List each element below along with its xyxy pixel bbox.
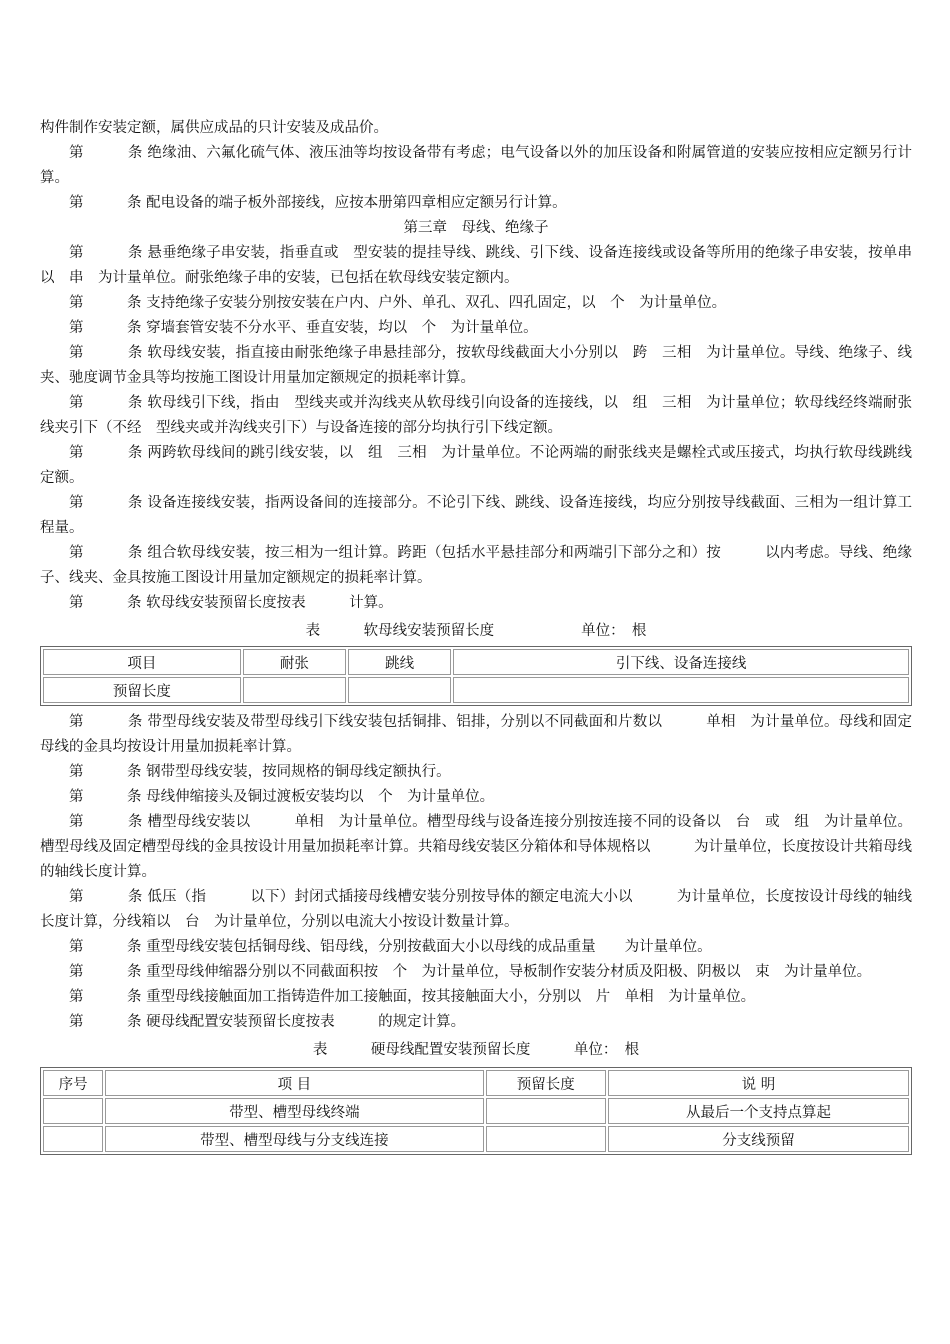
- paragraph: 第 条 重型母线接触面加工指铸造件加工接触面，按其接触面大小，分别以 片 单相 为计量单位。: [69, 989, 756, 1005]
- table-cell: 分支线预留: [608, 1126, 909, 1152]
- table-header-cell: 引下线、设备连接线: [453, 649, 909, 675]
- paragraph: 第 条 配电设备的端子板外部接线，应按本册第四章相应定额另行计算。: [69, 195, 567, 211]
- table-cell: [348, 677, 451, 703]
- table-cell: 带型、槽型母线终端: [105, 1098, 483, 1124]
- table-cell: [486, 1126, 606, 1152]
- table-cell: [453, 677, 909, 703]
- table-cell: [43, 1126, 103, 1152]
- table-cell: 从最后一个支持点算起: [608, 1098, 909, 1124]
- paragraph: 第 条 悬垂绝缘子串安装，指垂直或 型安装的提挂导线、跳线、引下线、设备连接线或设备等所用的绝缘子串安装，按单串以 串 为计量单位。耐张绝缘子串的安装，已包括在软母线安装定额内。: [40, 245, 912, 286]
- table-header-cell: 序号: [43, 1070, 103, 1096]
- paragraph: 第 条 软母线安装预留长度按表 计算。: [69, 595, 393, 611]
- paragraph: 第 条 母线伸缩接头及铜过渡板安装均以 个 为计量单位。: [69, 789, 495, 805]
- paragraph: 第 条 重型母线安装包括铜母线、铝母线，分别按截面大小以母线的成品重量 为计量单位。: [69, 939, 712, 955]
- table-header-row: [43, 1070, 909, 1096]
- paragraph: 第 条 软母线引下线，指由 型线夹或并沟线夹从软母线引向设备的连接线，以 组 三相 为计量单位；软母线经终端耐张线夹引下（不经 型线夹或并沟线夹引下）与设备连接的部分均执行引下线定额。: [40, 395, 912, 436]
- table-header-cell: 说 明: [608, 1070, 909, 1096]
- soft-busbar-reserve-table: [40, 646, 912, 706]
- paragraph: 第 条 两跨软母线间的跳引线安装，以 组 三相 为计量单位。不论两端的耐张线夹是螺栓式或压接式，均执行软母线跳线定额。: [40, 445, 912, 486]
- paragraph: 第 条 穿墙套管安装不分水平、垂直安装，均以 个 为计量单位。: [69, 320, 538, 336]
- table-header-cell: 跳线: [348, 649, 451, 675]
- hard-busbar-reserve-table: [40, 1067, 912, 1155]
- paragraph: 第 条 绝缘油、六氟化硫气体、液压油等均按设备带有考虑；电气设备以外的加压设备和附属管道的安装应按相应定额另行计算。: [40, 145, 912, 186]
- table-header-cell: 项 目: [105, 1070, 483, 1096]
- paragraph: 第 条 钢带型母线安装，按同规格的铜母线定额执行。: [69, 764, 451, 780]
- chapter-heading: 第三章 母线、绝缘子: [403, 220, 549, 236]
- table-cell: 带型、槽型母线与分支线连接: [105, 1126, 483, 1152]
- table-cell: 预留长度: [43, 677, 241, 703]
- table-header-cell: 耐张: [243, 649, 346, 675]
- table-title: 表 硬母线配置安装预留长度 单位： 根: [312, 1042, 640, 1058]
- table-row: [43, 1098, 909, 1124]
- table-title: 表 软母线安装预留长度 单位： 根: [305, 623, 647, 639]
- document-page: [40, 116, 912, 1155]
- paragraph: 第 条 软母线安装，指直接由耐张绝缘子串悬挂部分，按软母线截面大小分别以 跨 三相 为计量单位。导线、绝缘子、线夹、驰度调节金具等均按施工图设计用量加定额规定的损耗率计算。: [40, 345, 912, 386]
- paragraph: 第 条 槽型母线安装以 单相 为计量单位。槽型母线与设备连接分别按连接不同的设备以 台 或 组 为计量单位。槽型母线及固定槽型母线的金具按设计用量加损耗率计算。共箱母线安装区分箱体和导体规格以 为计量单位，长度按设计共箱母线的轴线长度计算。: [40, 814, 912, 880]
- table-header-cell: 预留长度: [486, 1070, 606, 1096]
- table-header-row: [43, 649, 909, 675]
- paragraph: 第 条 设备连接线安装，指两设备间的连接部分。不论引下线、跳线、设备连接线，均应分别按导线截面、三相为一组计算工程量。: [40, 495, 912, 536]
- table-row: [43, 1126, 909, 1152]
- paragraph: 构件制作安装定额，属供应成品的只计安装及成品价。: [40, 120, 388, 136]
- paragraph: 第 条 带型母线安装及带型母线引下线安装包括铜排、铝排，分别以不同截面和片数以 单相 为计量单位。母线和固定母线的金具均按设计用量加损耗率计算。: [40, 714, 912, 755]
- paragraph: 第 条 硬母线配置安装预留长度按表 的规定计算。: [69, 1014, 466, 1030]
- paragraph: 第 条 支持绝缘子安装分别按安装在户内、户外、单孔、双孔、四孔固定，以 个 为计量单位。: [69, 295, 727, 311]
- table-row: [43, 677, 909, 703]
- table-cell: [243, 677, 346, 703]
- table-header-cell: 项目: [43, 649, 241, 675]
- paragraph: 第 条 组合软母线安装，按三相为一组计算。跨距（包括水平悬挂部分和两端引下部分之和）按 以内考虑。导线、绝缘子、线夹、金具按施工图设计用量加定额规定的损耗率计算。: [40, 545, 912, 586]
- paragraph: 第 条 重型母线伸缩器分别以不同截面积按 个 为计量单位，导板制作安装分材质及阳极、阴极以 束 为计量单位。: [69, 964, 872, 980]
- paragraph: 第 条 低压（指 以下）封闭式插接母线槽安装分别按导体的额定电流大小以 为计量单位，长度按设计母线的轴线长度计算，分线箱以 台 为计量单位，分别以电流大小按设计数量计算。: [40, 889, 912, 930]
- table-cell: [43, 1098, 103, 1124]
- table-cell: [486, 1098, 606, 1124]
